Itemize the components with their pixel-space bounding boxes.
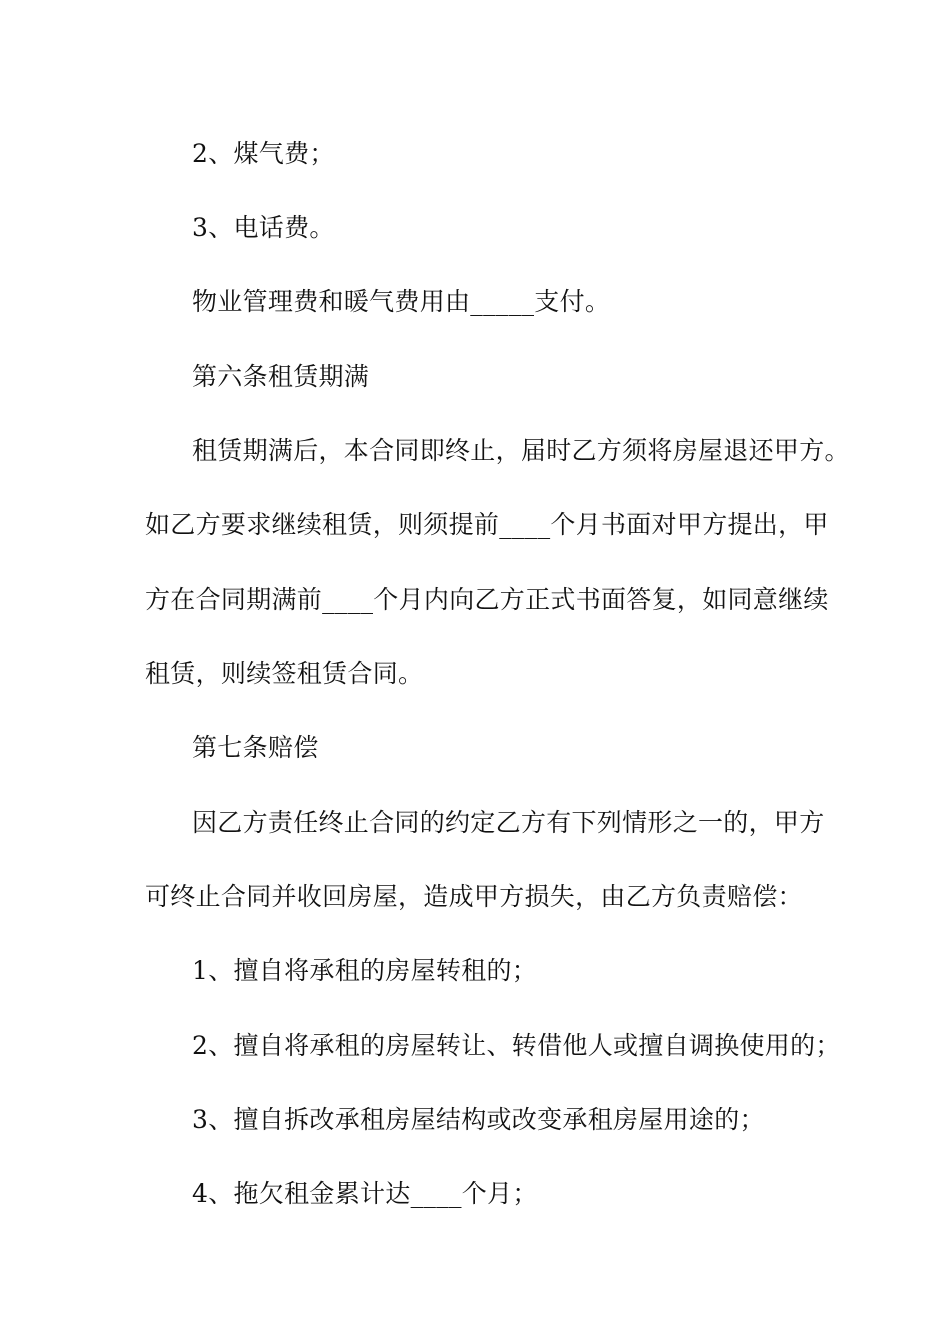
paragraph-compensation-cont: 可终止合同并收回房屋，造成甲方损失，由乙方负责赔偿： bbox=[145, 882, 803, 911]
paragraph-lease-expiry-cont-1: 如乙方要求继续租赁，则须提前____个月书面对甲方提出，甲 bbox=[145, 510, 829, 539]
list-item-alteration: 3、擅自拆改承租房屋结构或改变承租房屋用途的； bbox=[192, 1105, 765, 1134]
list-item-transfer: 2、擅自将承租的房屋转让、转借他人或擅自调换使用的； bbox=[192, 1031, 841, 1060]
paragraph-property-fee: 物业管理费和暖气费用由_____支付。 bbox=[192, 287, 611, 316]
paragraph-lease-expiry: 租赁期满后，本合同即终止，届时乙方须将房屋退还甲方。 bbox=[192, 436, 850, 465]
paragraph-lease-expiry-cont-3: 租赁，则续签租赁合同。 bbox=[145, 659, 424, 688]
list-item-phone-fee: 3、电话费。 bbox=[192, 213, 335, 242]
list-item-gas-fee: 2、煤气费； bbox=[192, 139, 335, 168]
list-item-rent-arrears: 4、拖欠租金累计达____个月； bbox=[192, 1179, 538, 1208]
list-item-sublet: 1、擅自将承租的房屋转租的； bbox=[192, 956, 538, 985]
paragraph-compensation: 因乙方责任终止合同的约定乙方有下列情形之一的，甲方 bbox=[192, 808, 825, 837]
section-heading-article-6: 第六条租赁期满 bbox=[192, 362, 370, 391]
section-heading-article-7: 第七条赔偿 bbox=[192, 733, 319, 762]
paragraph-lease-expiry-cont-2: 方在合同期满前____个月内向乙方正式书面答复，如同意继续 bbox=[145, 585, 829, 614]
